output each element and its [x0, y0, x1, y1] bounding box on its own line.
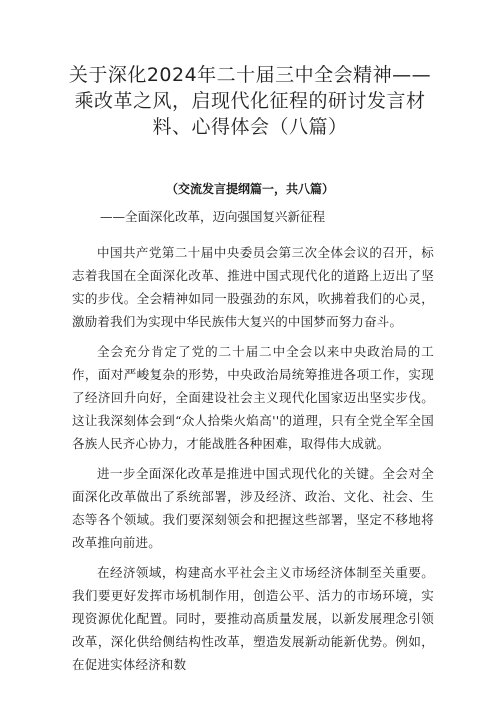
paragraph-1: 中国共产党第二十届中央委员会第三次全体会议的召开，标志着我国在全面深化改革、推进中国式现代化的道路上迈出了坚实的步伐。全会精神如同一股强劲的东风，吹拂着我们的心灵，激励着我们为实现中华民族伟大复兴的中国梦而努力奋斗。	[72, 245, 434, 329]
body-text	[72, 241, 434, 683]
paragraph-3: 进一步全面深化改革是推进中国式现代化的关键。全会对全面深化改革做出了系统部署，涉及经济、政治、文化、社会、生态等各个领域。我们要深刻领会和把握这些部署，坚定不移地将改革推向前进。	[72, 466, 434, 550]
paragraph-2: 全会充分肯定了党的二十届二中全会以来中央政治局的工作，面对严峻复杂的形势，中央政治局统筹推进各项工作，实现了经济回升向好，全面建设社会主义现代化国家迈出坚实步伐。这让我深刻体会到“众人拾柴火焰高''的道理，只有全党全军全国各族人民齐心协力，才能战胜各种困难，取得伟大成就。	[72, 344, 434, 451]
document-subtitle: （交流发言提纲篇一，共八篇）	[165, 182, 334, 196]
document-title: 关于深化2024年二十届三中全会精神——乘改革之风，启现代化征程的研讨发言材料、心得体会（八篇）	[68, 64, 432, 138]
paragraph-4: 在经济领域，构建高水平社会主义市场经济体制至关重要。我们要更好发挥市场机制作用，创造公平、活力的市场环境，实现资源优化配置。同时，要推动高质量发展，以新发展理念引领改革，深化供给侧结构性改革，塑造发展新动能新优势。例如，在促进实体经济和数	[72, 565, 434, 672]
section-heading: ——全面深化改革，迈向强国复兴新征程	[100, 209, 326, 224]
